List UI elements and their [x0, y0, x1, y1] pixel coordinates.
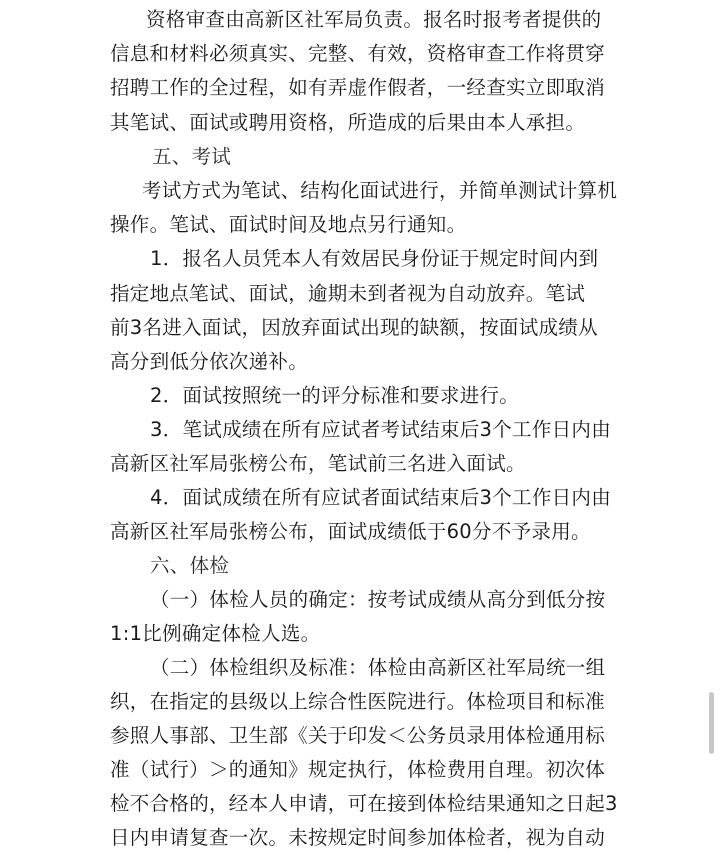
paragraph-line: 考试方式为笔试、结构化面试进行，并简单测试计算机: [142, 179, 618, 202]
paragraph-line: 操作。笔试、面试时间及地点另行通知。: [110, 213, 467, 236]
paragraph-line: 招聘工作的全过程，如有弄虚作假者，一经查实立即取消: [110, 76, 606, 99]
paragraph-line: 日内申请复查一次。未按规定时间参加体检者，视为自动: [110, 826, 606, 849]
section-heading-physical: 六、体检: [150, 554, 230, 577]
section-heading-exam: 五、考试: [152, 145, 232, 168]
paragraph-line: 1．报名人员凭本人有效居民身份证于规定时间内到: [150, 247, 599, 270]
paragraph-line: 1:1比例确定体检人选。: [110, 622, 321, 645]
paragraph-line: 高新区社军局张榜公布，笔试前三名进入面试。: [110, 452, 526, 475]
paragraph-line: （二）体检组织及标准：体检由高新区社军局统一组: [150, 656, 606, 679]
paragraph-line: 织，在指定的县级以上综合性医院进行。体检项目和标准: [110, 690, 606, 713]
paragraph-line: （一）体检人员的确定：按考试成绩从高分到低分按: [150, 588, 606, 611]
paragraph-line: 其笔试、面试或聘用资格，所造成的后果由本人承担。: [110, 111, 586, 134]
paragraph-line: 信息和材料必须真实、完整、有效，资格审查工作将贯穿: [110, 42, 606, 65]
paragraph-line: 4．面试成绩在所有应试者面试结束后3个工作日内由: [150, 486, 612, 509]
paragraph-line: 资格审查由高新区社军局负责。报名时报考者提供的: [146, 8, 602, 31]
paragraph-line: 前3名进入面试，因放弃面试出现的缺额，按面试成绩从: [110, 316, 598, 339]
paragraph-line: 参照人事部、卫生部《关于印发＜公务员录用体检通用标: [110, 724, 606, 747]
paragraph-line: 高分到低分依次递补。: [110, 350, 309, 373]
paragraph-line: 3．笔试成绩在所有应试者考试结束后3个工作日内由: [150, 418, 612, 441]
paragraph-line: 检不合格的，经本人申请，可在接到体检结果通知之日起3: [110, 792, 618, 815]
paragraph-line: 2．面试按照统一的评分标准和要求进行。: [150, 384, 520, 407]
paragraph-line: 准（试行）＞的通知》规定执行，体检费用自理。初次体: [110, 758, 606, 781]
paragraph-line: 指定地点笔试、面试，逾期未到者视为自动放弃。笔试: [110, 282, 586, 305]
scrollbar-thumb[interactable]: [709, 692, 714, 754]
paragraph-line: 高新区社军局张榜公布，面试成绩低于60分不予录用。: [110, 520, 591, 543]
